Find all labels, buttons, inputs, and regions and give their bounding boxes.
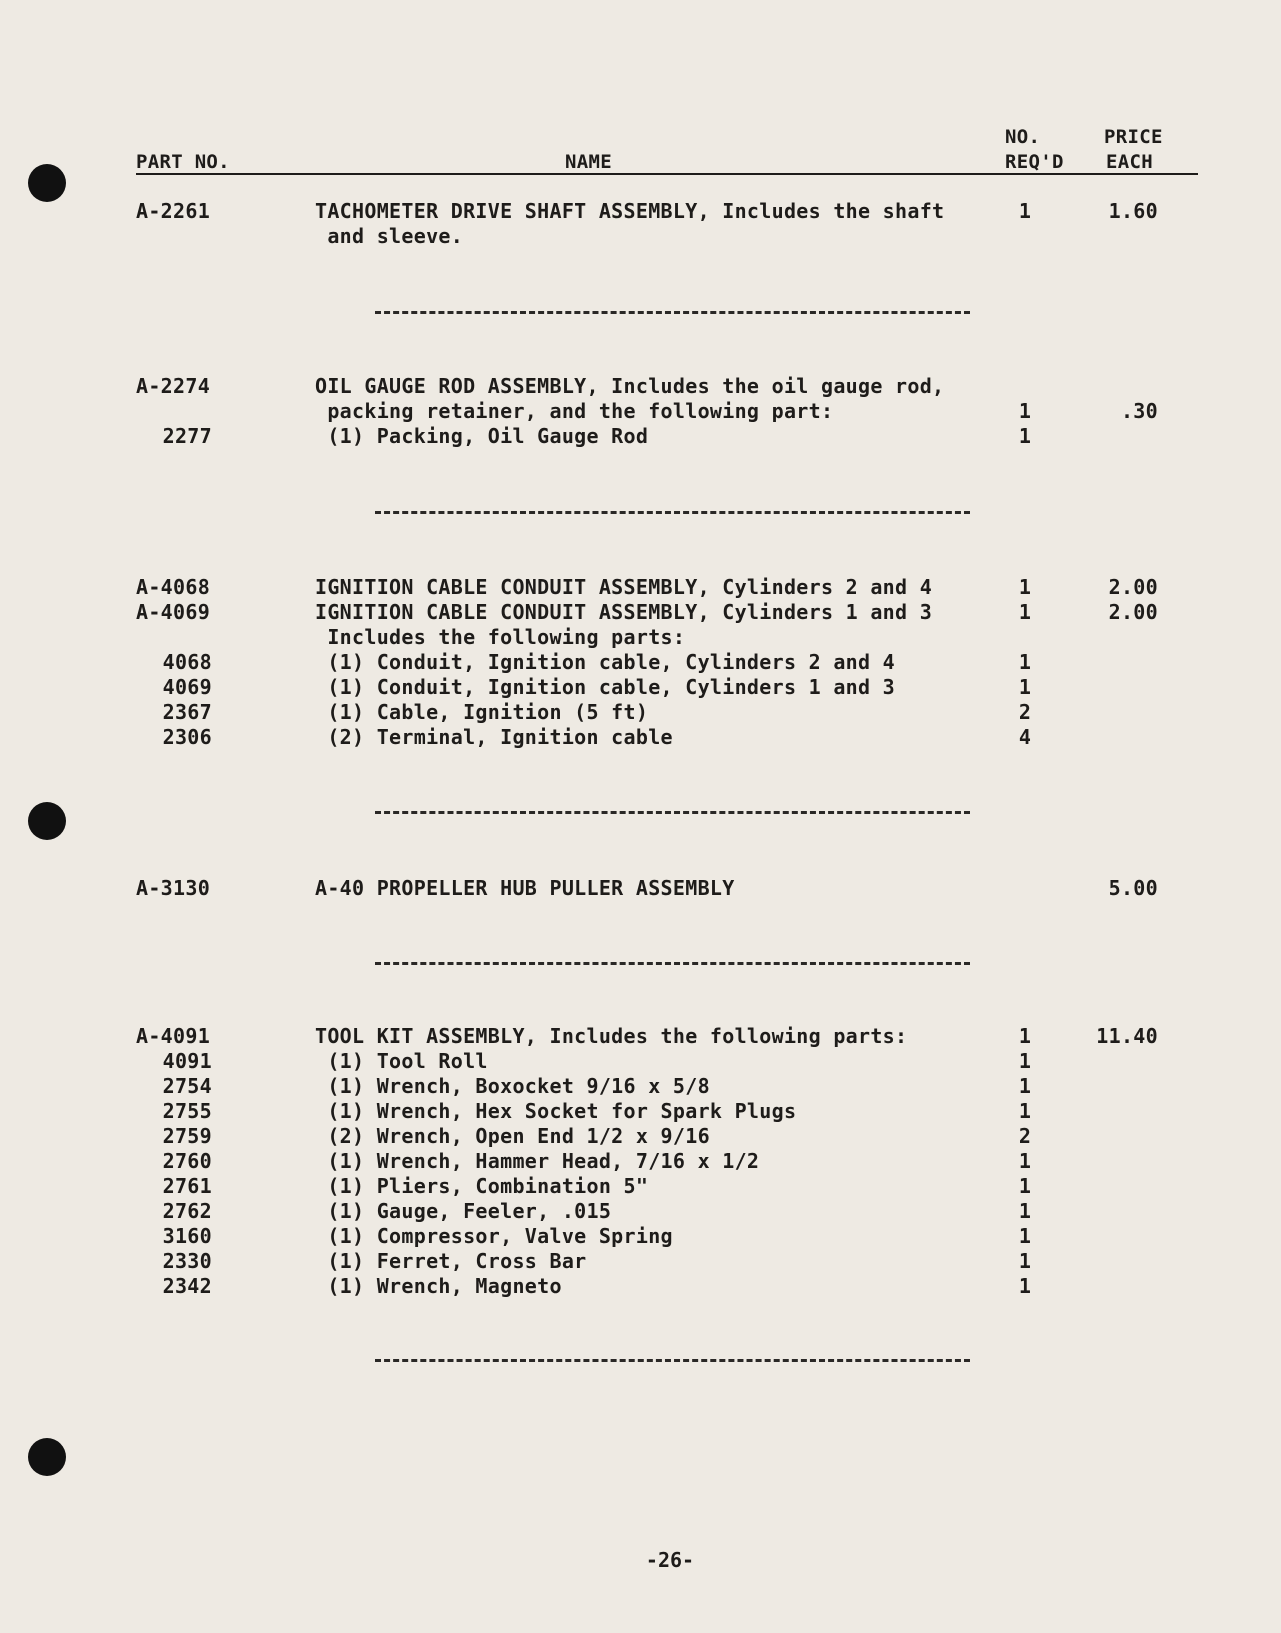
part-number: A-2261 xyxy=(136,199,211,223)
part-number: 2342 xyxy=(162,1274,212,1298)
qty-required: 1 xyxy=(1018,1149,1032,1173)
part-number: A-4091 xyxy=(136,1024,211,1048)
section-divider xyxy=(375,311,970,314)
binder-hole xyxy=(28,802,66,840)
part-number: 2762 xyxy=(162,1199,212,1223)
header-price-line1: PRICE xyxy=(1104,126,1163,148)
part-number: 3160 xyxy=(162,1224,212,1248)
part-name: TOOL KIT ASSEMBLY, Includes the following parts: xyxy=(315,1024,908,1048)
part-name: (1) Wrench, Boxocket 9/16 x 5/8 xyxy=(315,1074,710,1098)
qty-required: 1 xyxy=(1018,650,1032,674)
part-name: (1) Conduit, Ignition cable, Cylinders 1 and 3 xyxy=(315,675,896,699)
qty-required: 1 xyxy=(1018,1174,1032,1198)
part-number: 2330 xyxy=(162,1249,212,1273)
part-name: A-40 PROPELLER HUB PULLER ASSEMBLY xyxy=(315,876,735,900)
part-name: (1) Gauge, Feeler, .015 xyxy=(315,1199,612,1223)
part-name: Includes the following parts: xyxy=(315,625,686,649)
part-name: (1) Wrench, Hammer Head, 7/16 x 1/2 xyxy=(315,1149,760,1173)
part-name: IGNITION CABLE CONDUIT ASSEMBLY, Cylinders 1 and 3 xyxy=(315,600,933,624)
part-name: OIL GAUGE ROD ASSEMBLY, Includes the oil gauge rod, xyxy=(315,374,945,398)
part-number: 4068 xyxy=(162,650,212,674)
qty-required: 1 xyxy=(1018,575,1032,599)
part-number: 2759 xyxy=(162,1124,212,1148)
part-number: A-4068 xyxy=(136,575,211,599)
price-each: 11.40 xyxy=(1096,1024,1158,1048)
part-number: 2277 xyxy=(162,424,212,448)
header-part-no: PART NO. xyxy=(136,151,230,173)
part-name: TACHOMETER DRIVE SHAFT ASSEMBLY, Includes the shaft xyxy=(315,199,945,223)
part-number: 2761 xyxy=(162,1174,212,1198)
page-number: -26- xyxy=(645,1548,695,1572)
qty-required: 1 xyxy=(1018,675,1032,699)
price-each: 2.00 xyxy=(1108,575,1158,599)
header-qty-line2: REQ'D xyxy=(1005,151,1064,173)
qty-required: 1 xyxy=(1018,424,1032,448)
price-each: 5.00 xyxy=(1108,876,1158,900)
part-name: (1) Wrench, Hex Socket for Spark Plugs xyxy=(315,1099,797,1123)
part-number: 2760 xyxy=(162,1149,212,1173)
qty-required: 1 xyxy=(1018,1049,1032,1073)
part-name: (1) Packing, Oil Gauge Rod xyxy=(315,424,649,448)
qty-required: 1 xyxy=(1018,1199,1032,1223)
part-number: A-3130 xyxy=(136,876,211,900)
qty-required: 1 xyxy=(1018,399,1032,423)
part-name: (1) Compressor, Valve Spring xyxy=(315,1224,673,1248)
header-name: NAME xyxy=(565,151,612,173)
part-name: (1) Conduit, Ignition cable, Cylinders 2 and 4 xyxy=(315,650,896,674)
part-name: IGNITION CABLE CONDUIT ASSEMBLY, Cylinders 2 and 4 xyxy=(315,575,933,599)
section-divider xyxy=(375,1359,970,1362)
part-name: packing retainer, and the following part: xyxy=(315,399,834,423)
part-number: 2367 xyxy=(162,700,212,724)
section-divider xyxy=(375,511,970,514)
qty-required: 2 xyxy=(1018,1124,1032,1148)
binder-hole xyxy=(28,164,66,202)
header-price-line2: EACH xyxy=(1106,151,1153,173)
part-number: 2755 xyxy=(162,1099,212,1123)
price-each: .30 xyxy=(1120,399,1158,423)
qty-required: 1 xyxy=(1018,1074,1032,1098)
part-name: (1) Wrench, Magneto xyxy=(315,1274,562,1298)
qty-required: 1 xyxy=(1018,600,1032,624)
section-divider xyxy=(375,811,970,814)
section-divider xyxy=(375,962,970,965)
binder-hole xyxy=(28,1438,66,1476)
part-number: 4069 xyxy=(162,675,212,699)
part-name: (1) Pliers, Combination 5" xyxy=(315,1174,649,1198)
part-name: (1) Tool Roll xyxy=(315,1049,488,1073)
qty-required: 4 xyxy=(1018,725,1032,749)
part-number: A-2274 xyxy=(136,374,211,398)
part-name: and sleeve. xyxy=(315,224,464,248)
part-number: 2306 xyxy=(162,725,212,749)
qty-required: 1 xyxy=(1018,1274,1032,1298)
qty-required: 2 xyxy=(1018,700,1032,724)
price-each: 2.00 xyxy=(1108,600,1158,624)
part-name: (2) Terminal, Ignition cable xyxy=(315,725,673,749)
part-number: 2754 xyxy=(162,1074,212,1098)
qty-required: 1 xyxy=(1018,1249,1032,1273)
part-name: (1) Cable, Ignition (5 ft) xyxy=(315,700,649,724)
qty-required: 1 xyxy=(1018,1024,1032,1048)
price-each: 1.60 xyxy=(1108,199,1158,223)
qty-required: 1 xyxy=(1018,1224,1032,1248)
part-name: (2) Wrench, Open End 1/2 x 9/16 xyxy=(315,1124,710,1148)
part-number: 4091 xyxy=(162,1049,212,1073)
part-name: (1) Ferret, Cross Bar xyxy=(315,1249,587,1273)
part-number: A-4069 xyxy=(136,600,211,624)
qty-required: 1 xyxy=(1018,199,1032,223)
qty-required: 1 xyxy=(1018,1099,1032,1123)
header-rule xyxy=(136,173,1198,175)
header-qty-line1: NO. xyxy=(1005,126,1041,148)
